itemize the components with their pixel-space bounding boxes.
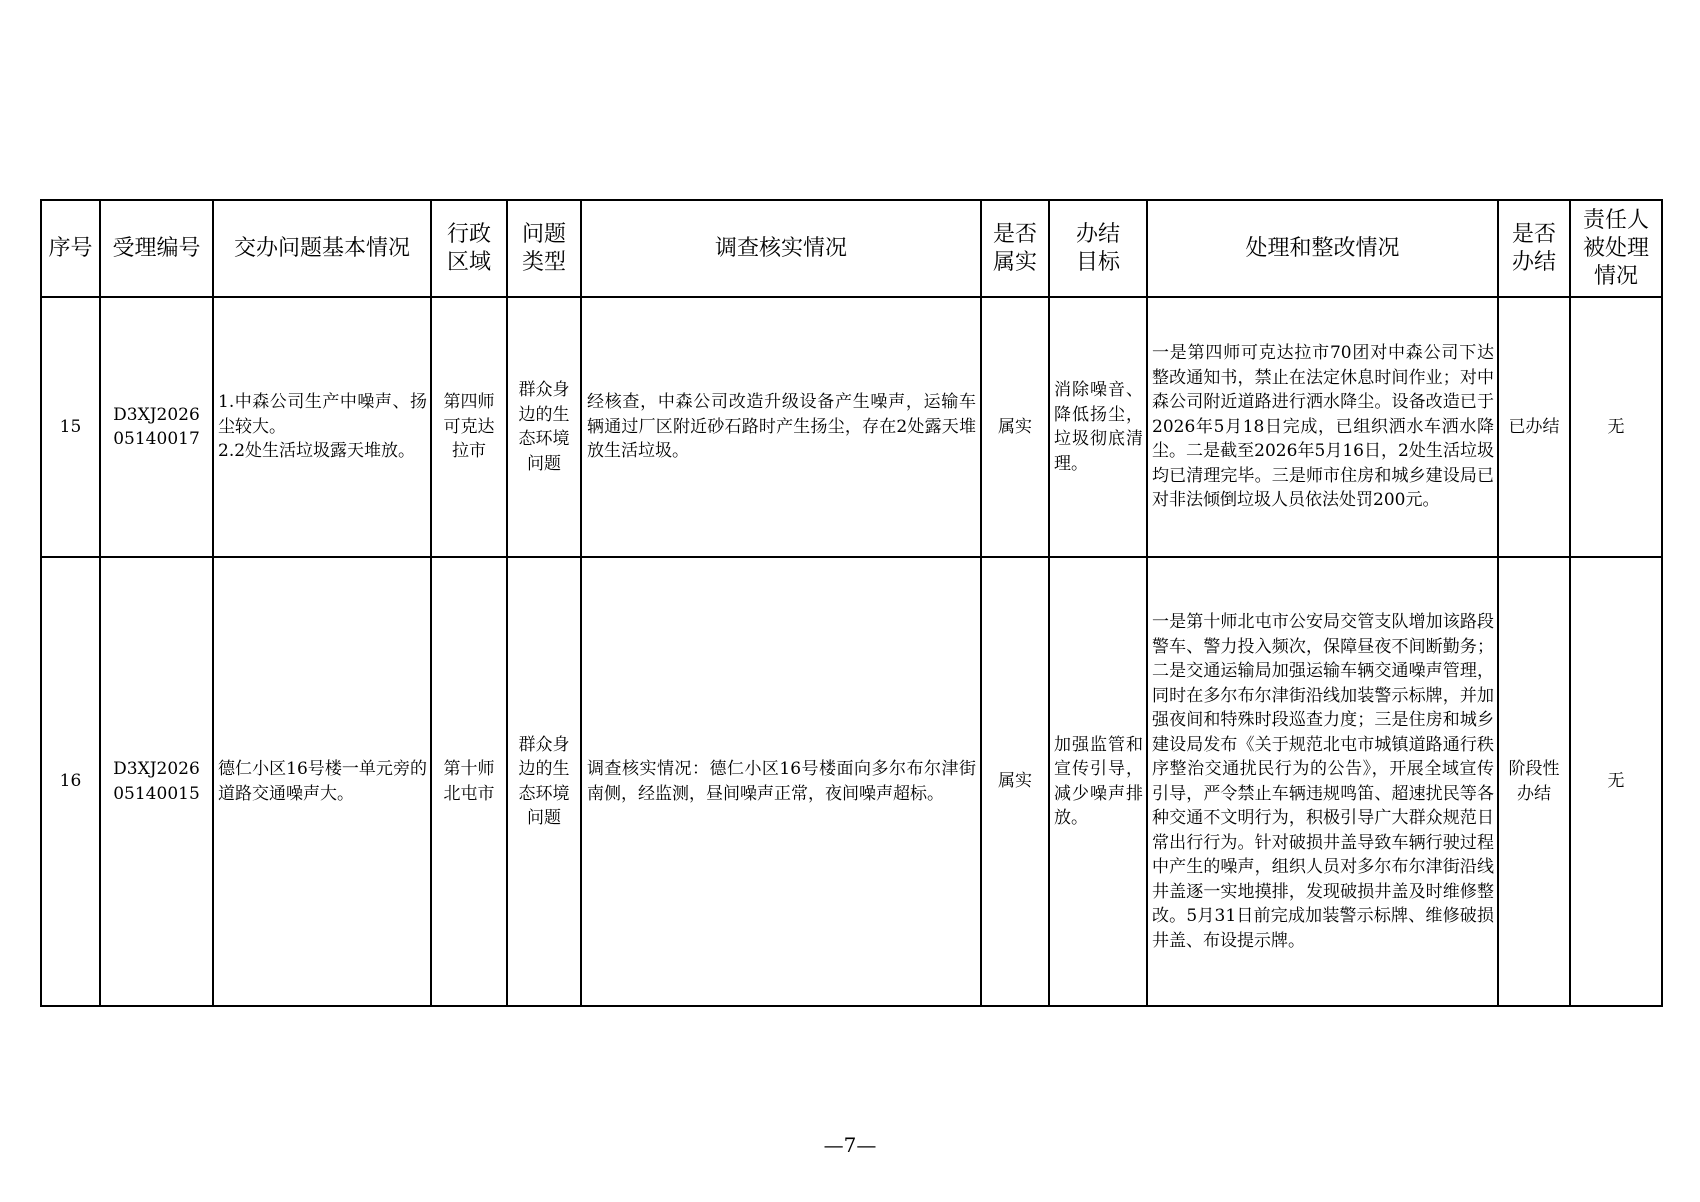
header-process: 处理和整改情况 [1147,200,1498,297]
cell-investigation [581,297,981,557]
header-verified-text: 是否属实 [992,221,1037,275]
header-seq: 序号 [41,200,100,297]
header-goal-text: 办结目标 [1075,221,1120,275]
cell-region [431,557,507,1006]
cell-region [431,297,507,557]
cell-code [100,557,213,1006]
cell-goal-text: 加强监管和宣传引导，减少噪声排放。 [1054,734,1143,828]
table-header-row [41,200,1662,297]
cell-goal [1049,557,1147,1006]
cell-investigation [581,557,981,1006]
cell-verified: 属实 [981,297,1049,557]
page-number: —7— [823,1133,877,1157]
table-row [41,557,1662,1006]
cell-region-text: 第十师北屯市 [443,759,495,804]
cell-completed-text: 阶段性办结 [1508,759,1560,804]
cell-type [507,297,581,557]
cell-basic-text: 德仁小区16号楼一单元旁的道路交通噪声大。 [218,759,427,804]
header-goal [1049,200,1147,297]
cell-process-text: 一是第四师可克达拉市70团对中森公司下达整改通知书，禁止在法定休息时间作业；对中森公司附近道路进行洒水降尘。设备改造已于2026年5月18日完成，已组织洒水车洒水降尘。二是截至2026年5月16日，2处生活垃圾均已清理完毕。三是师市住房和城乡建设局已对非法倾倒垃圾人员依法处罚200元。 [1152,343,1494,511]
cell-process [1147,297,1498,557]
cell-basic [213,557,431,1006]
header-punish-text: 责任人被处理情况 [1582,207,1649,289]
cell-basic [213,297,431,557]
header-code: 受理编号 [100,200,213,297]
cell-investigation-text: 调查核实情况：德仁小区16号楼面向多尔布尔津街南侧，经监测，昼间噪声正常，夜间噪声超标。 [587,759,976,804]
cell-code [100,297,213,557]
cell-punish: 无 [1570,297,1662,557]
cell-goal [1049,297,1147,557]
table-row [41,297,1662,557]
header-completed-text: 是否办结 [1511,221,1556,275]
cell-investigation-text: 经核查，中森公司改造升级设备产生噪声，运输车辆通过厂区附近砂石路时产生扬尘，存在2处露天堆放生活垃圾。 [587,392,976,462]
cell-completed [1498,557,1570,1006]
remediation-table [40,199,1663,1007]
header-region [431,200,507,297]
cell-region-text: 第四师可克达拉市 [443,392,495,462]
cell-type-text: 群众身边的生态环境问题 [518,734,570,828]
cell-goal-text: 消除噪音、降低扬尘，垃圾彻底清理。 [1054,380,1143,474]
header-type [507,200,581,297]
header-verified [981,200,1049,297]
cell-punish: 无 [1570,557,1662,1006]
cell-seq: 16 [41,557,100,1006]
cell-basic-text: 1.中森公司生产中噪声、扬尘较大。 2.2处生活垃圾露天堆放。 [218,392,427,462]
header-completed [1498,200,1570,297]
cell-type-text: 群众身边的生态环境问题 [518,380,570,474]
header-type-text: 问题类型 [521,221,566,275]
cell-verified: 属实 [981,557,1049,1006]
cell-completed: 已办结 [1498,297,1570,557]
header-investigation: 调查核实情况 [581,200,981,297]
cell-type [507,557,581,1006]
cell-process [1147,557,1498,1006]
cell-process-text: 一是第十师北屯市公安局交管支队增加该路段警车、警力投入频次，保障昼夜不间断勤务；二是交通运输局加强运输车辆交通噪声管理，同时在多尔布尔津街沿线加装警示标牌，并加强夜间和特殊时段巡查力度；三是住房和城乡建设局发布《关于规范北屯市城镇道路通行秩序整治交通扰民行为的公告》，开展全域宣传引导，严令禁止车辆违规鸣笛、超速扰民等各种交通不文明行为，积极引导广大群众规范日常出行行为。针对破损井盖导致车辆行驶过程中产生的噪声，组织人员对多尔布尔津街沿线井盖逐一实地摸排，发现破损井盖及时维修整改。5月31日前完成加装警示标牌、维修破损井盖、布设提示牌。 [1152,612,1494,951]
header-basic: 交办问题基本情况 [213,200,431,297]
cell-seq: 15 [41,297,100,557]
header-punish [1570,200,1662,297]
cell-code-text: D3XJ202605140015 [113,759,200,804]
cell-code-text: D3XJ202605140017 [113,404,200,449]
header-region-text: 行政区域 [446,221,491,275]
